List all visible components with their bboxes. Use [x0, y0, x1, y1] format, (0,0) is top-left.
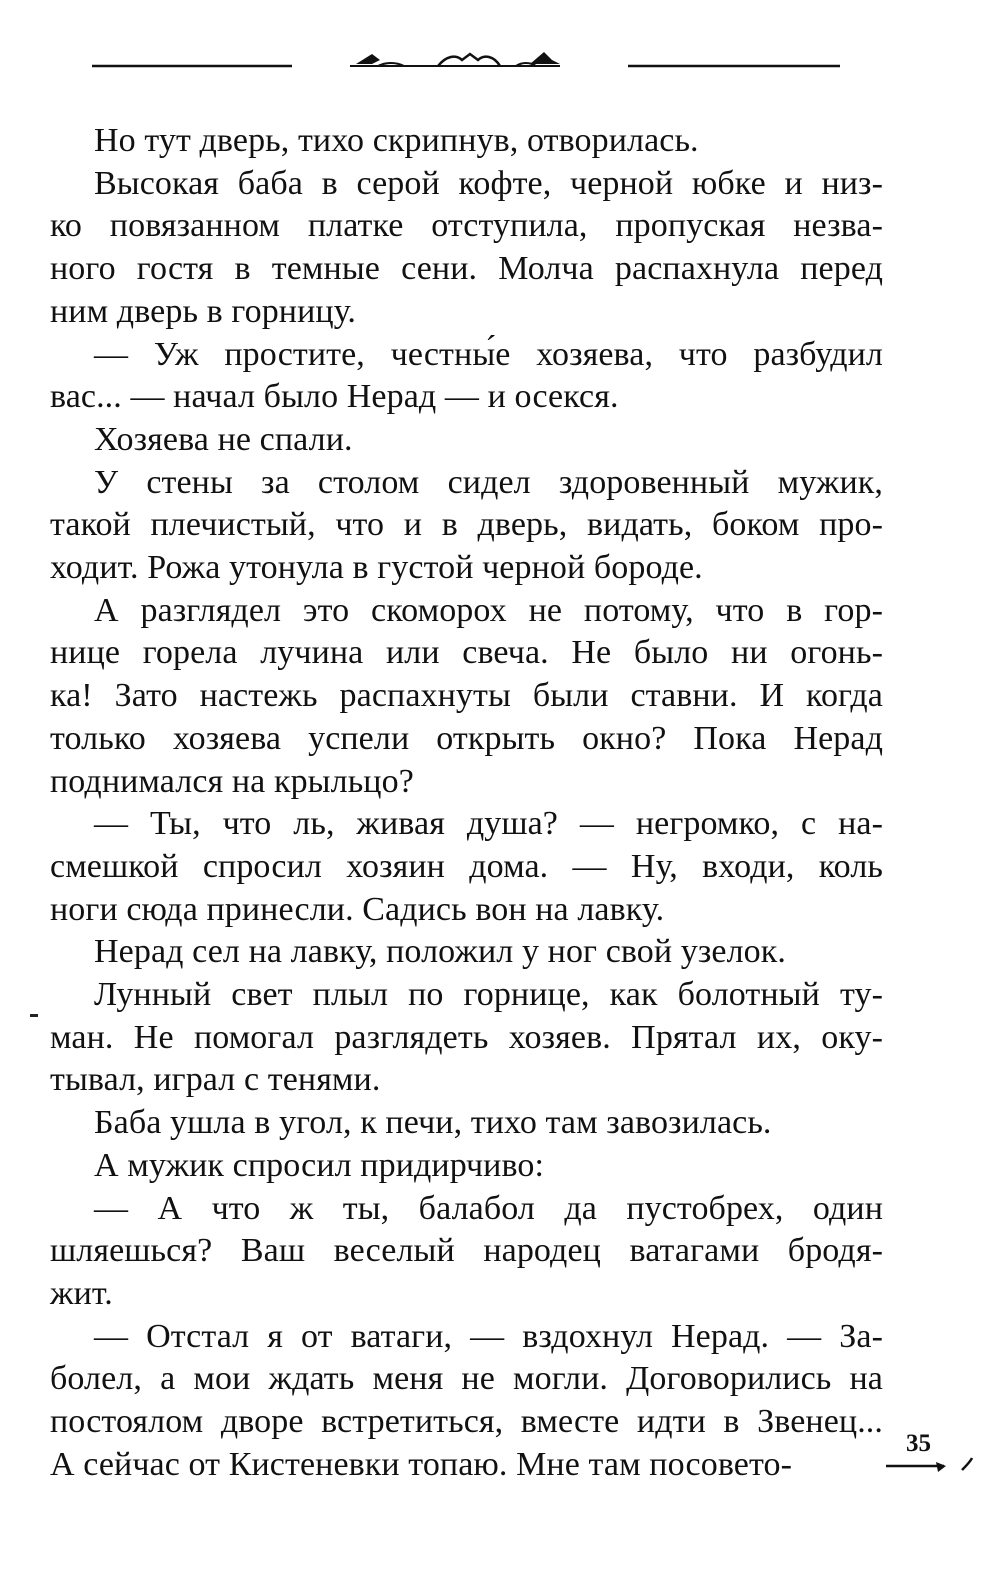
text-line: смешкой спросил хозяин дома. — Ну, входи, коль — [50, 847, 883, 885]
paragraph — [50, 803, 883, 931]
margin-mark — [30, 1014, 38, 1017]
text-line: ко повязанном платке отступила, пропуская незва- — [50, 207, 883, 245]
text-line: только хозяева успели открыть окно? Пока Нерад — [50, 719, 883, 757]
text-line: А разглядел это скоморох не потому, что в гор- — [94, 591, 883, 629]
paragraph — [50, 931, 883, 974]
text-line: Баба ушла в угол, к печи, тихо там завозилась. — [94, 1104, 772, 1142]
header-ornament-icon — [0, 40, 1000, 90]
text-line: Лунный свет плыл по горнице, как болотный ту- — [94, 976, 883, 1014]
text-line: жит. — [50, 1274, 113, 1312]
text-line: Нерад сел на лавку, положил у ног свой узелок. — [94, 933, 787, 971]
text-line: — Отстал я от ватаги, — вздохнул Нерад. — За- — [94, 1317, 883, 1355]
text-line: — Уж простите, честны́е хозяева, что разбудил — [94, 335, 883, 373]
paragraph — [50, 1145, 883, 1188]
paragraph — [50, 334, 883, 419]
text-line: ходит. Рожа утонула в густой черной бороде. — [50, 549, 703, 587]
paragraph — [50, 120, 883, 163]
paragraph — [50, 1102, 883, 1145]
text-line: — Ты, что ль, живая душа? — негромко, с на- — [94, 805, 883, 843]
text-line: Хозяева не спали. — [94, 420, 353, 458]
paragraph — [50, 1316, 883, 1487]
text-line: А сейчас от Кистеневки топаю. Мне там посовето- — [50, 1445, 793, 1483]
paragraph — [50, 974, 883, 1102]
text-line: А мужик спросил придирчиво: — [94, 1146, 545, 1184]
text-line: нице горела лучина или свеча. Не было ни огонь- — [50, 634, 883, 672]
text-line: вас... — начал было Нерад — и осекся. — [50, 378, 619, 416]
text-line: ного гостя в темные сени. Молча распахнула перед — [50, 250, 883, 288]
page-number: 35 — [906, 1430, 931, 1457]
page-footer — [880, 1422, 980, 1482]
text-line: — А что ж ты, балабол да пустобрех, один — [94, 1189, 883, 1227]
body-text — [50, 120, 883, 1487]
text-line: ка! Зато настежь распахнуты были ставни. И когда — [50, 677, 883, 715]
paragraph — [50, 163, 883, 334]
page-header-ornament — [0, 40, 1000, 90]
text-line: ноги сюда принесли. Садись вон на лавку. — [50, 890, 665, 928]
paragraph — [50, 590, 883, 804]
paragraph — [50, 419, 883, 462]
paragraph — [50, 462, 883, 590]
text-line: болел, а мои ждать меня не могли. Договорились на — [50, 1360, 883, 1398]
text-line: У стены за столом сидел здоровенный мужик, — [94, 463, 883, 501]
text-line: Но тут дверь, тихо скрипнув, отворилась. — [94, 122, 699, 159]
text-line: шляешься? Ваш веселый народец ватагами бродя- — [50, 1232, 883, 1270]
footer-ornament-icon — [880, 1422, 980, 1482]
text-line: такой плечистый, что и в дверь, видать, боком про- — [50, 506, 883, 544]
paragraph — [50, 1188, 883, 1316]
text-line: постоялом дворе встретиться, вместе идти в Звенец... — [50, 1403, 883, 1441]
text-line: тывал, играл с тенями. — [50, 1061, 381, 1099]
text-line: Высокая баба в серой кофте, черной юбке и низ- — [94, 164, 883, 202]
text-line: ман. Не помогал разглядеть хозяев. Прятал их, оку- — [50, 1018, 883, 1056]
text-line: ним дверь в горницу. — [50, 292, 356, 330]
text-line: поднимался на крыльцо? — [50, 762, 414, 800]
